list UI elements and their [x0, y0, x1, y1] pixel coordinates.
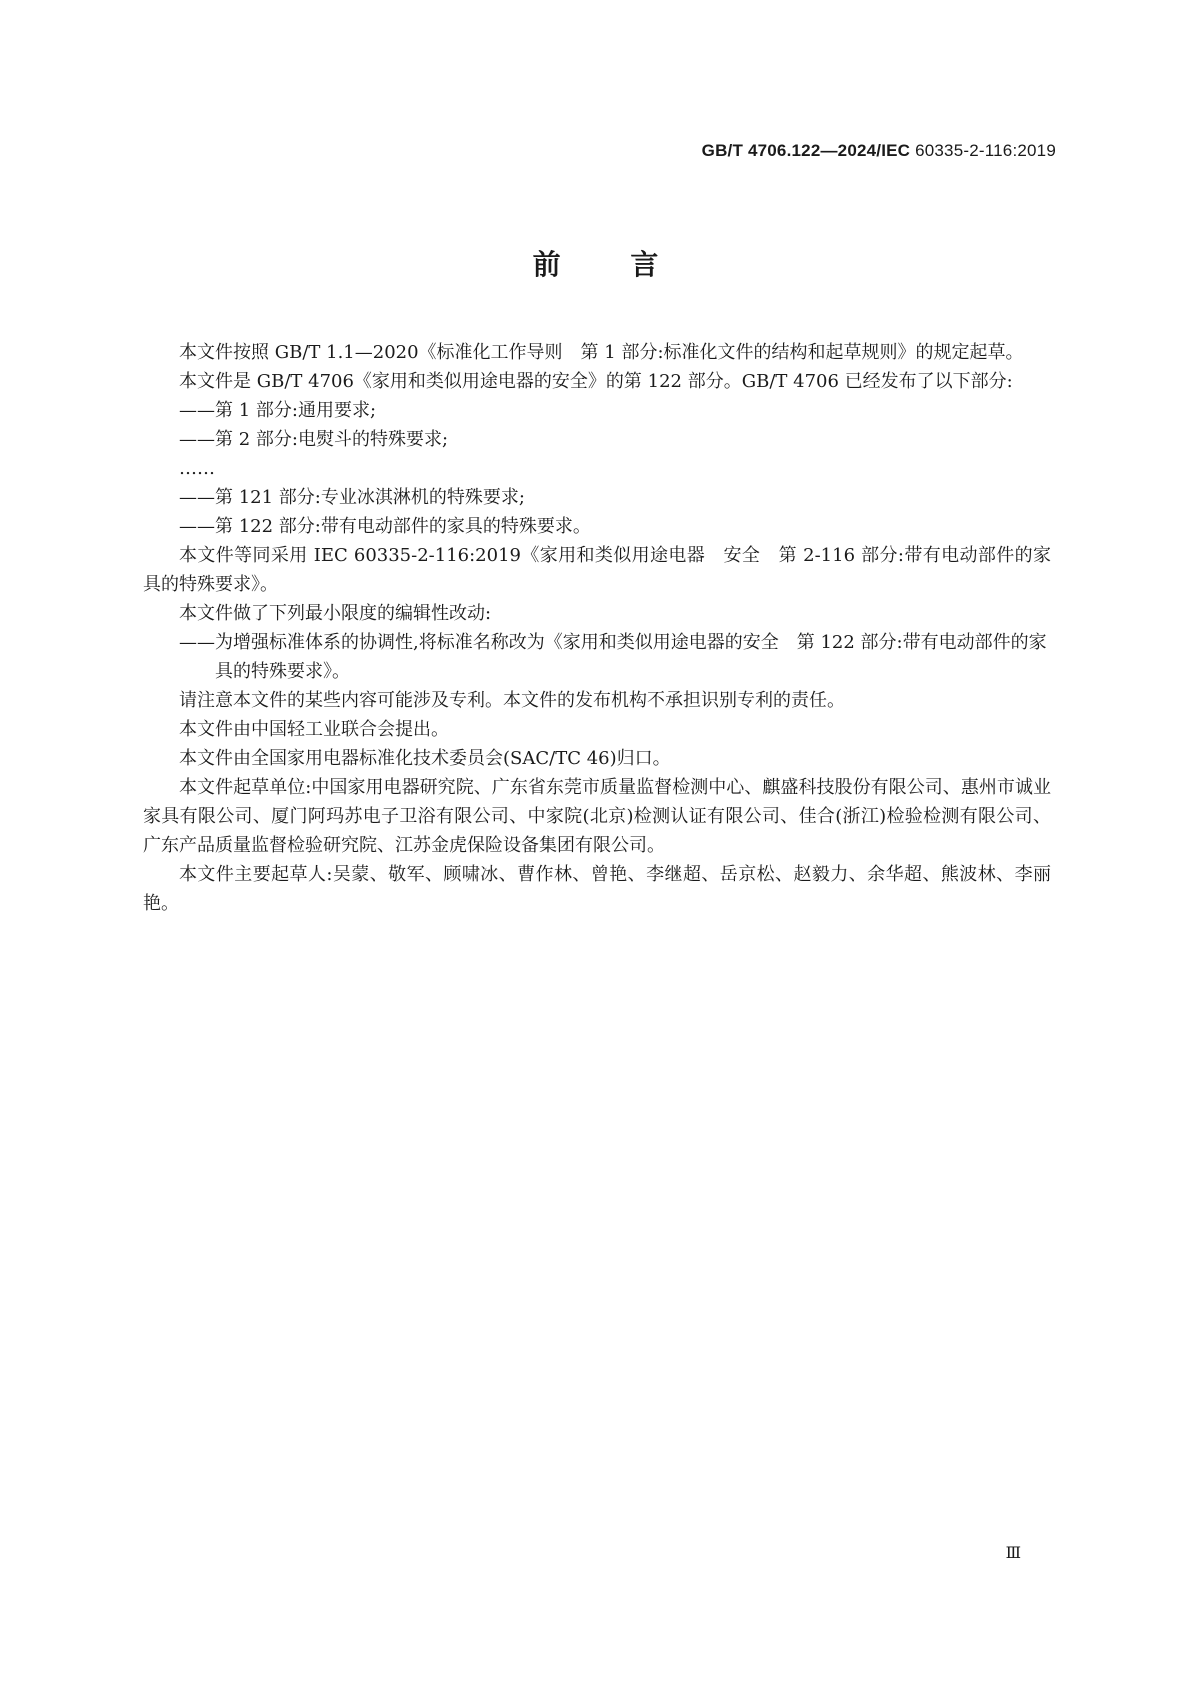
preface-body — [143, 338, 1051, 918]
standard-number-header — [702, 141, 1056, 161]
list-item: ——第 2 部分:电熨斗的特殊要求; — [179, 429, 449, 450]
page-number: Ⅲ — [1005, 1543, 1021, 1562]
list-item: ——第 1 部分:通用要求; — [179, 400, 377, 421]
paragraph-committee: 本文件由全国家用电器标准化技术委员会(SAC/TC 46)归口。 — [179, 748, 671, 769]
page-title: 前 言 — [532, 248, 659, 281]
paragraph-drafting-basis: 本文件按照 GB/T 1.1—2020《标准化工作导则 第 1 部分:标准化文件的结构和起草规则》的规定起草。 — [179, 342, 1024, 363]
standard-number-iec: 60335-2-116:2019 — [910, 141, 1056, 160]
paragraph-proposer: 本文件由中国轻工业联合会提出。 — [179, 719, 449, 740]
list-ellipsis: …… — [179, 458, 215, 479]
paragraph-drafters: 本文件主要起草人:吴蒙、敬军、顾啸冰、曹作林、曾艳、李继超、岳京松、赵毅力、余华超、熊波林、李丽艳。 — [143, 864, 1051, 914]
paragraph-patent-notice: 请注意本文件的某些内容可能涉及专利。本文件的发布机构不承担识别专利的责任。 — [179, 690, 845, 711]
paragraph-series-intro: 本文件是 GB/T 4706《家用和类似用途电器的安全》的第 122 部分。GB/T 4706 已经发布了以下部分: — [179, 371, 1013, 392]
paragraph-drafting-units: 本文件起草单位:中国家用电器研究院、广东省东莞市质量监督检测中心、麒盛科技股份有限公司、惠州市诚业家具有限公司、厦门阿玛苏电子卫浴有限公司、中家院(北京)检测认证有限公司、佳合(浙江)检验检测有限公司、广东产品质量监督检验研究院、江苏金虎保险设备集团有限公司。 — [143, 777, 1051, 856]
paragraph-edits-intro: 本文件做了下列最小限度的编辑性改动: — [179, 603, 492, 624]
list-item: ——第 121 部分:专业冰淇淋机的特殊要求; — [179, 487, 525, 508]
list-item: ——第 122 部分:带有电动部件的家具的特殊要求。 — [179, 516, 591, 537]
paragraph-adoption: 本文件等同采用 IEC 60335-2-116:2019《家用和类似用途电器 安全 第 2-116 部分:带有电动部件的家具的特殊要求》。 — [143, 545, 1051, 595]
standard-number-primary: GB/T 4706.122—2024/IEC — [701, 141, 911, 160]
list-item: ——为增强标准体系的协调性,将标准名称改为《家用和类似用途电器的安全 第 122 部分:带有电动部件的家具的特殊要求》。 — [179, 632, 1047, 682]
